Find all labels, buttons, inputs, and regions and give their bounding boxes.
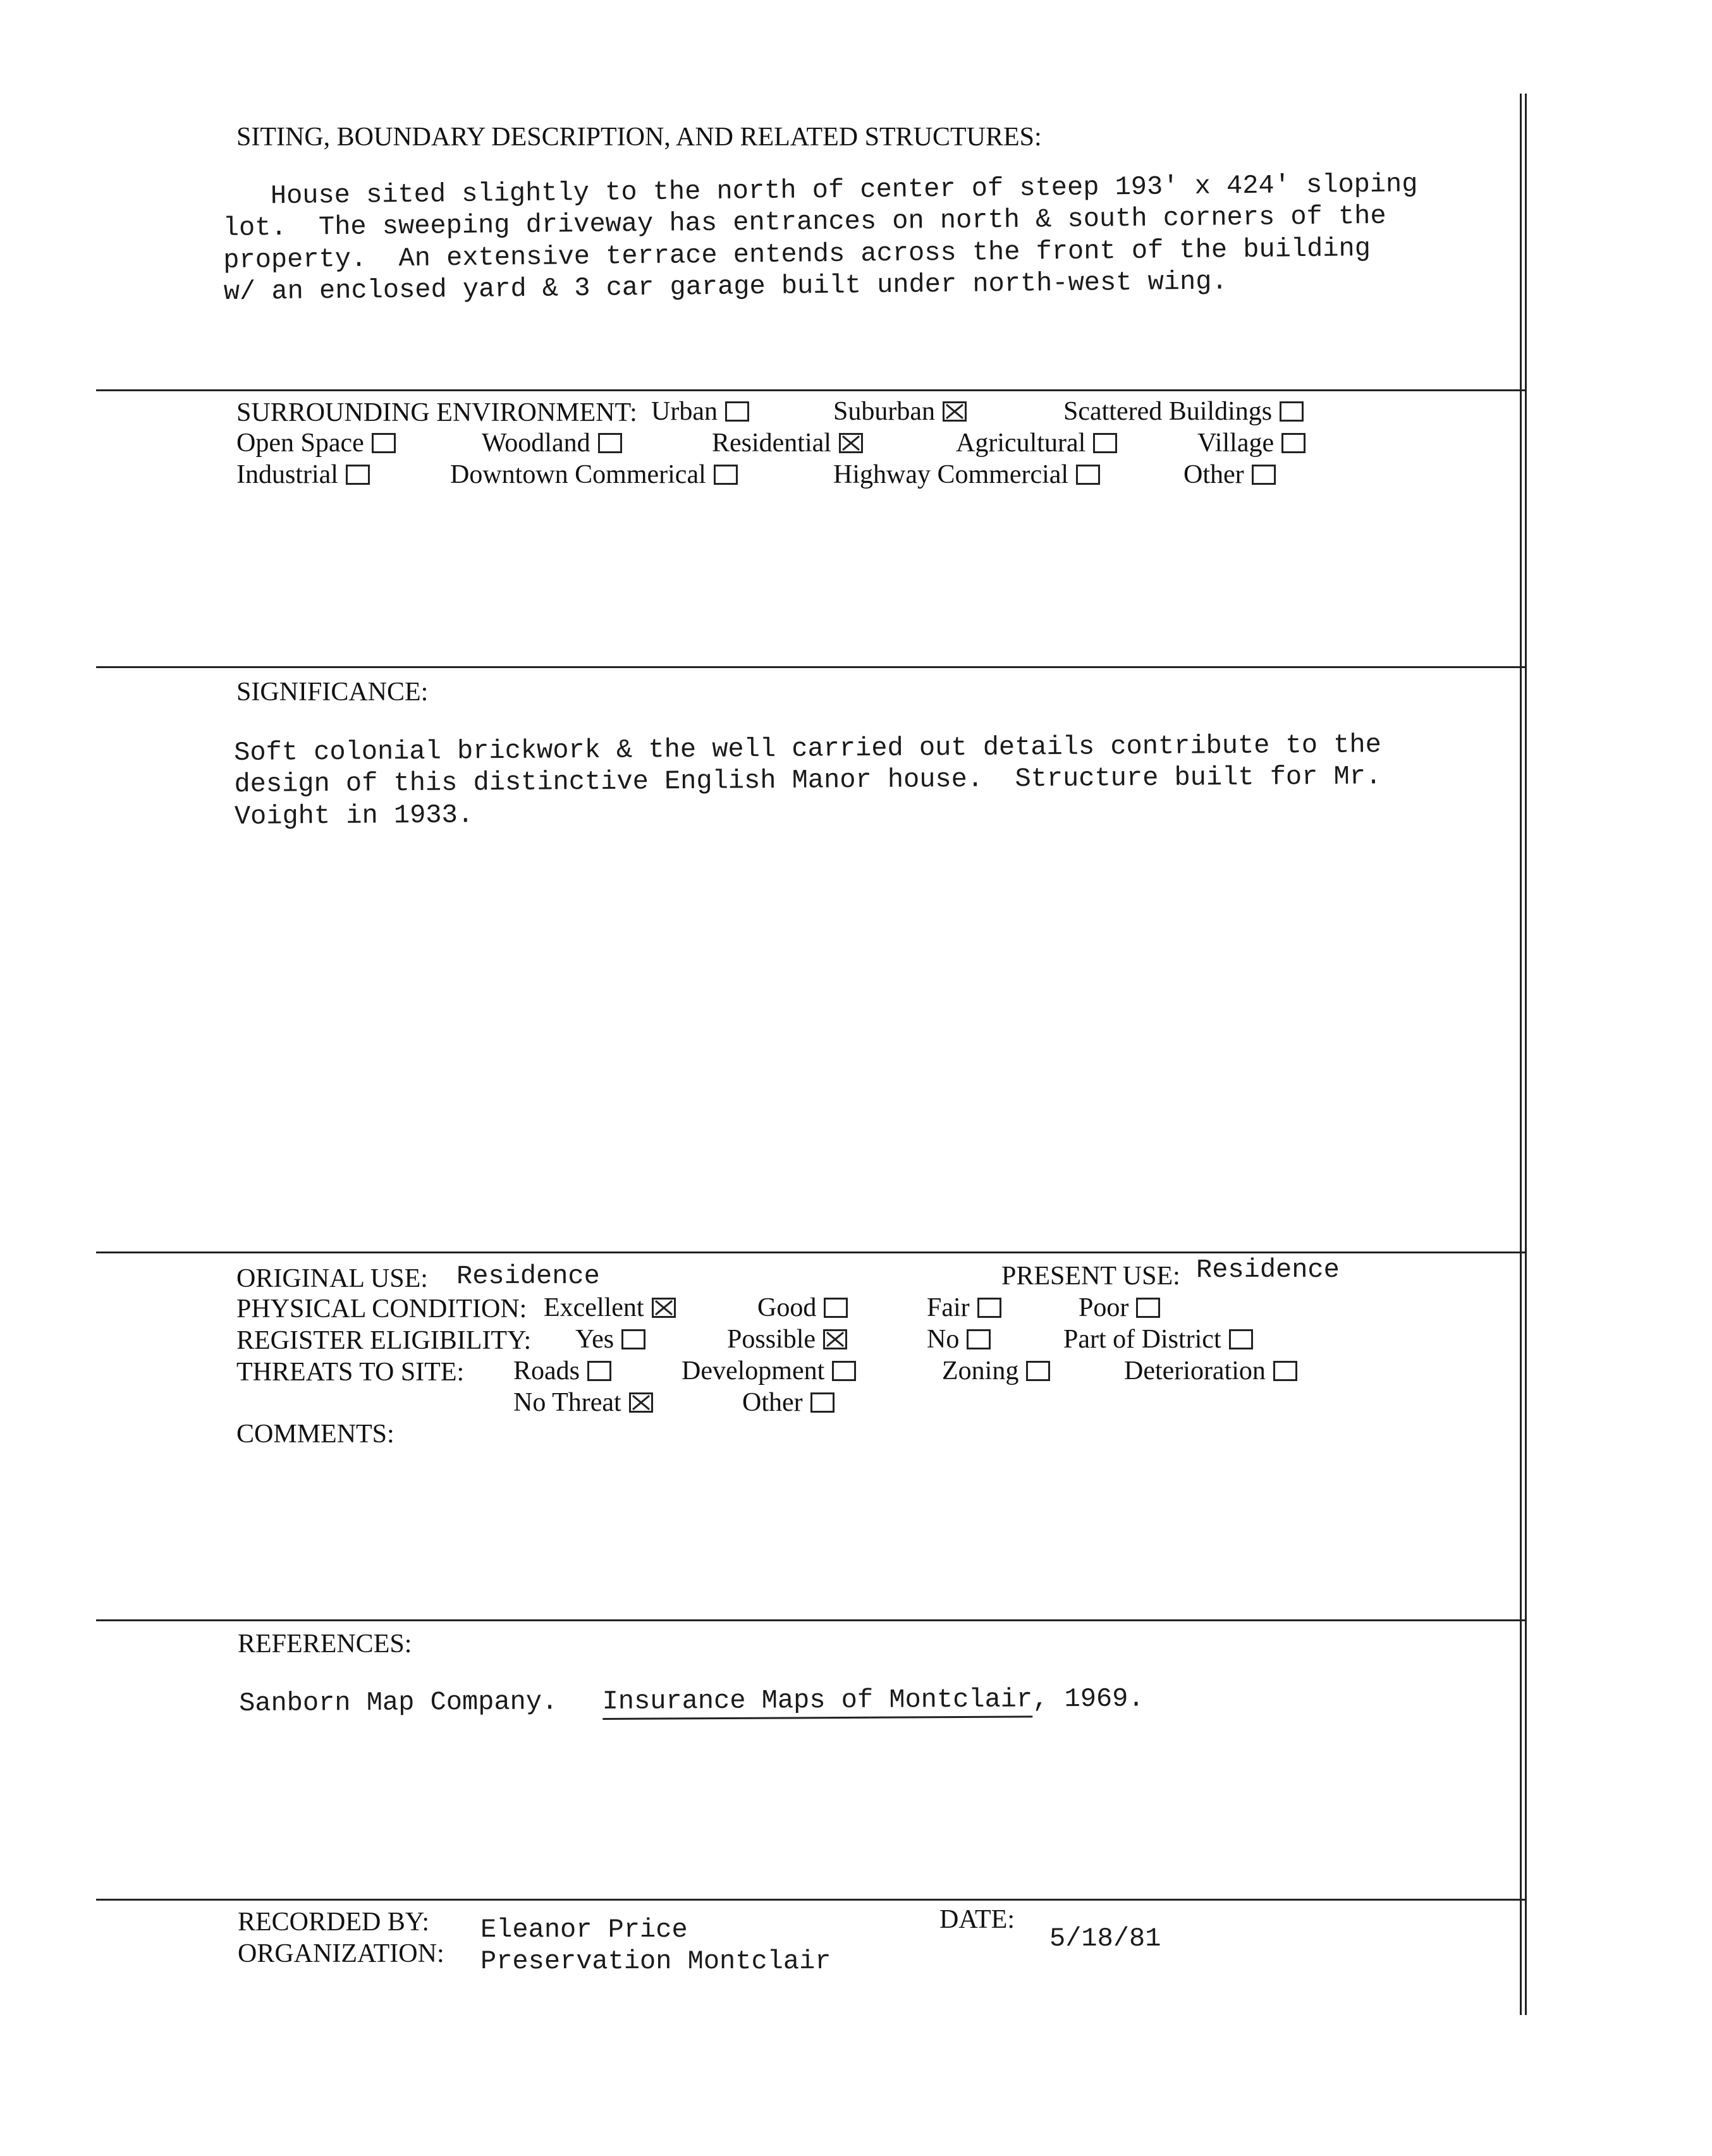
- section-divider: [96, 1899, 1525, 1901]
- agricultural-checkbox[interactable]: [1093, 433, 1117, 453]
- possible-checkbox[interactable]: [823, 1329, 847, 1349]
- roads-checkbox[interactable]: [587, 1361, 611, 1381]
- register-eligibility-label: REGISTER ELIGIBILITY:: [236, 1326, 532, 1355]
- eligibility-option-no: No: [927, 1326, 991, 1353]
- part-of-district-checkbox[interactable]: [1229, 1329, 1253, 1349]
- siting-heading: SITING, BOUNDARY DESCRIPTION, AND RELATED STRUCTURES:: [236, 123, 1042, 152]
- scattered-buildings-checkbox[interactable]: [1280, 401, 1304, 422]
- organization-value: Preservation Montclair: [480, 1946, 831, 1976]
- env-option-open-space: Open Space: [236, 430, 396, 456]
- condition-option-excellent: Excellent: [544, 1294, 676, 1321]
- poor-checkbox[interactable]: [1136, 1298, 1160, 1318]
- siting-text: [223, 168, 1419, 308]
- yes-checkbox[interactable]: [621, 1329, 645, 1349]
- condition-option-good: Good: [757, 1294, 848, 1321]
- no-threat-checkbox[interactable]: [629, 1392, 653, 1413]
- physical-condition-label: PHYSICAL CONDITION:: [236, 1294, 527, 1324]
- recorded-by-value: Eleanor Price: [480, 1915, 688, 1945]
- env-option-scattered-buildings: Scattered Buildings: [1063, 398, 1304, 425]
- condition-option-fair: Fair: [927, 1294, 1001, 1321]
- env-option-village: Village: [1197, 430, 1305, 456]
- section-divider: [96, 389, 1525, 391]
- env-option-industrial: Industrial: [236, 461, 370, 488]
- organization-label: ORGANIZATION:: [238, 1939, 444, 1968]
- reference-year: , 1969.: [1032, 1683, 1144, 1715]
- downtown-commercial-checkbox[interactable]: [714, 465, 738, 485]
- industrial-checkbox[interactable]: [346, 465, 370, 485]
- env-option-residential: Residential: [712, 430, 863, 456]
- env-option-urban: Urban: [651, 398, 749, 425]
- threats-label: THREATS TO SITE:: [236, 1358, 465, 1387]
- eligibility-option-possible: Possible: [727, 1326, 847, 1353]
- significance-line: design of this distinctive English Manor house. Structure built for Mr.: [234, 761, 1382, 800]
- eligibility-option-part-of-district: Part of District: [1063, 1326, 1253, 1353]
- date-label: DATE:: [939, 1905, 1015, 1934]
- reference-entry: [239, 1683, 1144, 1720]
- woodland-checkbox[interactable]: [598, 433, 622, 453]
- env-option-agricultural: Agricultural: [956, 430, 1117, 456]
- section-divider: [96, 666, 1525, 668]
- open-space-checkbox[interactable]: [372, 433, 396, 453]
- threat-option-no-threat: No Threat: [513, 1389, 653, 1416]
- section-divider: [96, 1619, 1525, 1621]
- environment-heading: SURROUNDING ENVIRONMENT:: [236, 398, 637, 427]
- recorded-by-label: RECORDED BY:: [238, 1908, 430, 1937]
- environment-other-checkbox[interactable]: [1252, 465, 1276, 485]
- good-checkbox[interactable]: [824, 1298, 848, 1318]
- siting-line: lot. The sweeping driveway has entrances on north & south corners of the: [223, 201, 1386, 244]
- significance-heading: SIGNIFICANCE:: [236, 678, 429, 707]
- residential-checkbox[interactable]: [839, 433, 863, 453]
- significance-text: [234, 729, 1382, 832]
- highway-commercial-checkbox[interactable]: [1076, 465, 1100, 485]
- threat-option-development: Development: [682, 1358, 856, 1384]
- date-value: 5/18/81: [1049, 1923, 1161, 1954]
- condition-option-poor: Poor: [1079, 1294, 1160, 1321]
- urban-checkbox[interactable]: [725, 401, 749, 422]
- right-border-line: [1520, 94, 1522, 2015]
- eligibility-option-yes: Yes: [575, 1326, 645, 1353]
- significance-line: Voight in 1933.: [234, 800, 474, 832]
- reference-author: Sanborn Map Company.: [239, 1686, 558, 1719]
- fair-checkbox[interactable]: [977, 1298, 1001, 1318]
- present-use-value: Residence: [1196, 1255, 1340, 1285]
- original-use-label: ORIGINAL USE:: [236, 1264, 428, 1293]
- development-checkbox[interactable]: [832, 1361, 856, 1381]
- env-option-downtown-commercial: Downtown Commerical: [450, 461, 738, 488]
- env-option-suburban: Suburban: [833, 398, 967, 425]
- suburban-checkbox[interactable]: [943, 401, 967, 422]
- env-option-woodland: Woodland: [482, 430, 622, 456]
- significance-line: Soft colonial brickwork & the well carried out details contribute to the: [234, 729, 1382, 768]
- village-checkbox[interactable]: [1281, 433, 1305, 453]
- original-use-value: Residence: [456, 1261, 600, 1291]
- reference-title: Insurance Maps of Montclair: [602, 1684, 1033, 1720]
- present-use-label: PRESENT USE:: [1001, 1262, 1180, 1291]
- references-heading: REFERENCES:: [238, 1629, 412, 1659]
- threat-option-roads: Roads: [513, 1358, 611, 1384]
- right-border-line-inner: [1525, 94, 1527, 2015]
- threat-option-deterioration: Deterioration: [1124, 1358, 1297, 1384]
- deterioration-checkbox[interactable]: [1273, 1361, 1297, 1381]
- threat-other-checkbox[interactable]: [810, 1392, 835, 1413]
- siting-line: w/ an enclosed yard & 3 car garage built under north-west wing.: [223, 266, 1228, 308]
- threat-option-other: Other: [742, 1389, 835, 1416]
- env-option-highway-commercial: Highway Commercial: [833, 461, 1100, 488]
- excellent-checkbox[interactable]: [652, 1298, 676, 1318]
- env-option-other: Other: [1183, 461, 1276, 488]
- section-divider: [96, 1252, 1525, 1253]
- no-checkbox[interactable]: [967, 1329, 991, 1349]
- siting-line: House sited slightly to the north of center of steep 193' x 424' sloping: [223, 169, 1418, 212]
- comments-label: COMMENTS:: [236, 1420, 394, 1449]
- zoning-checkbox[interactable]: [1026, 1361, 1050, 1381]
- siting-line: property. An extensive terrace entends across the front of the building: [223, 233, 1371, 276]
- threat-option-zoning: Zoning: [942, 1358, 1050, 1384]
